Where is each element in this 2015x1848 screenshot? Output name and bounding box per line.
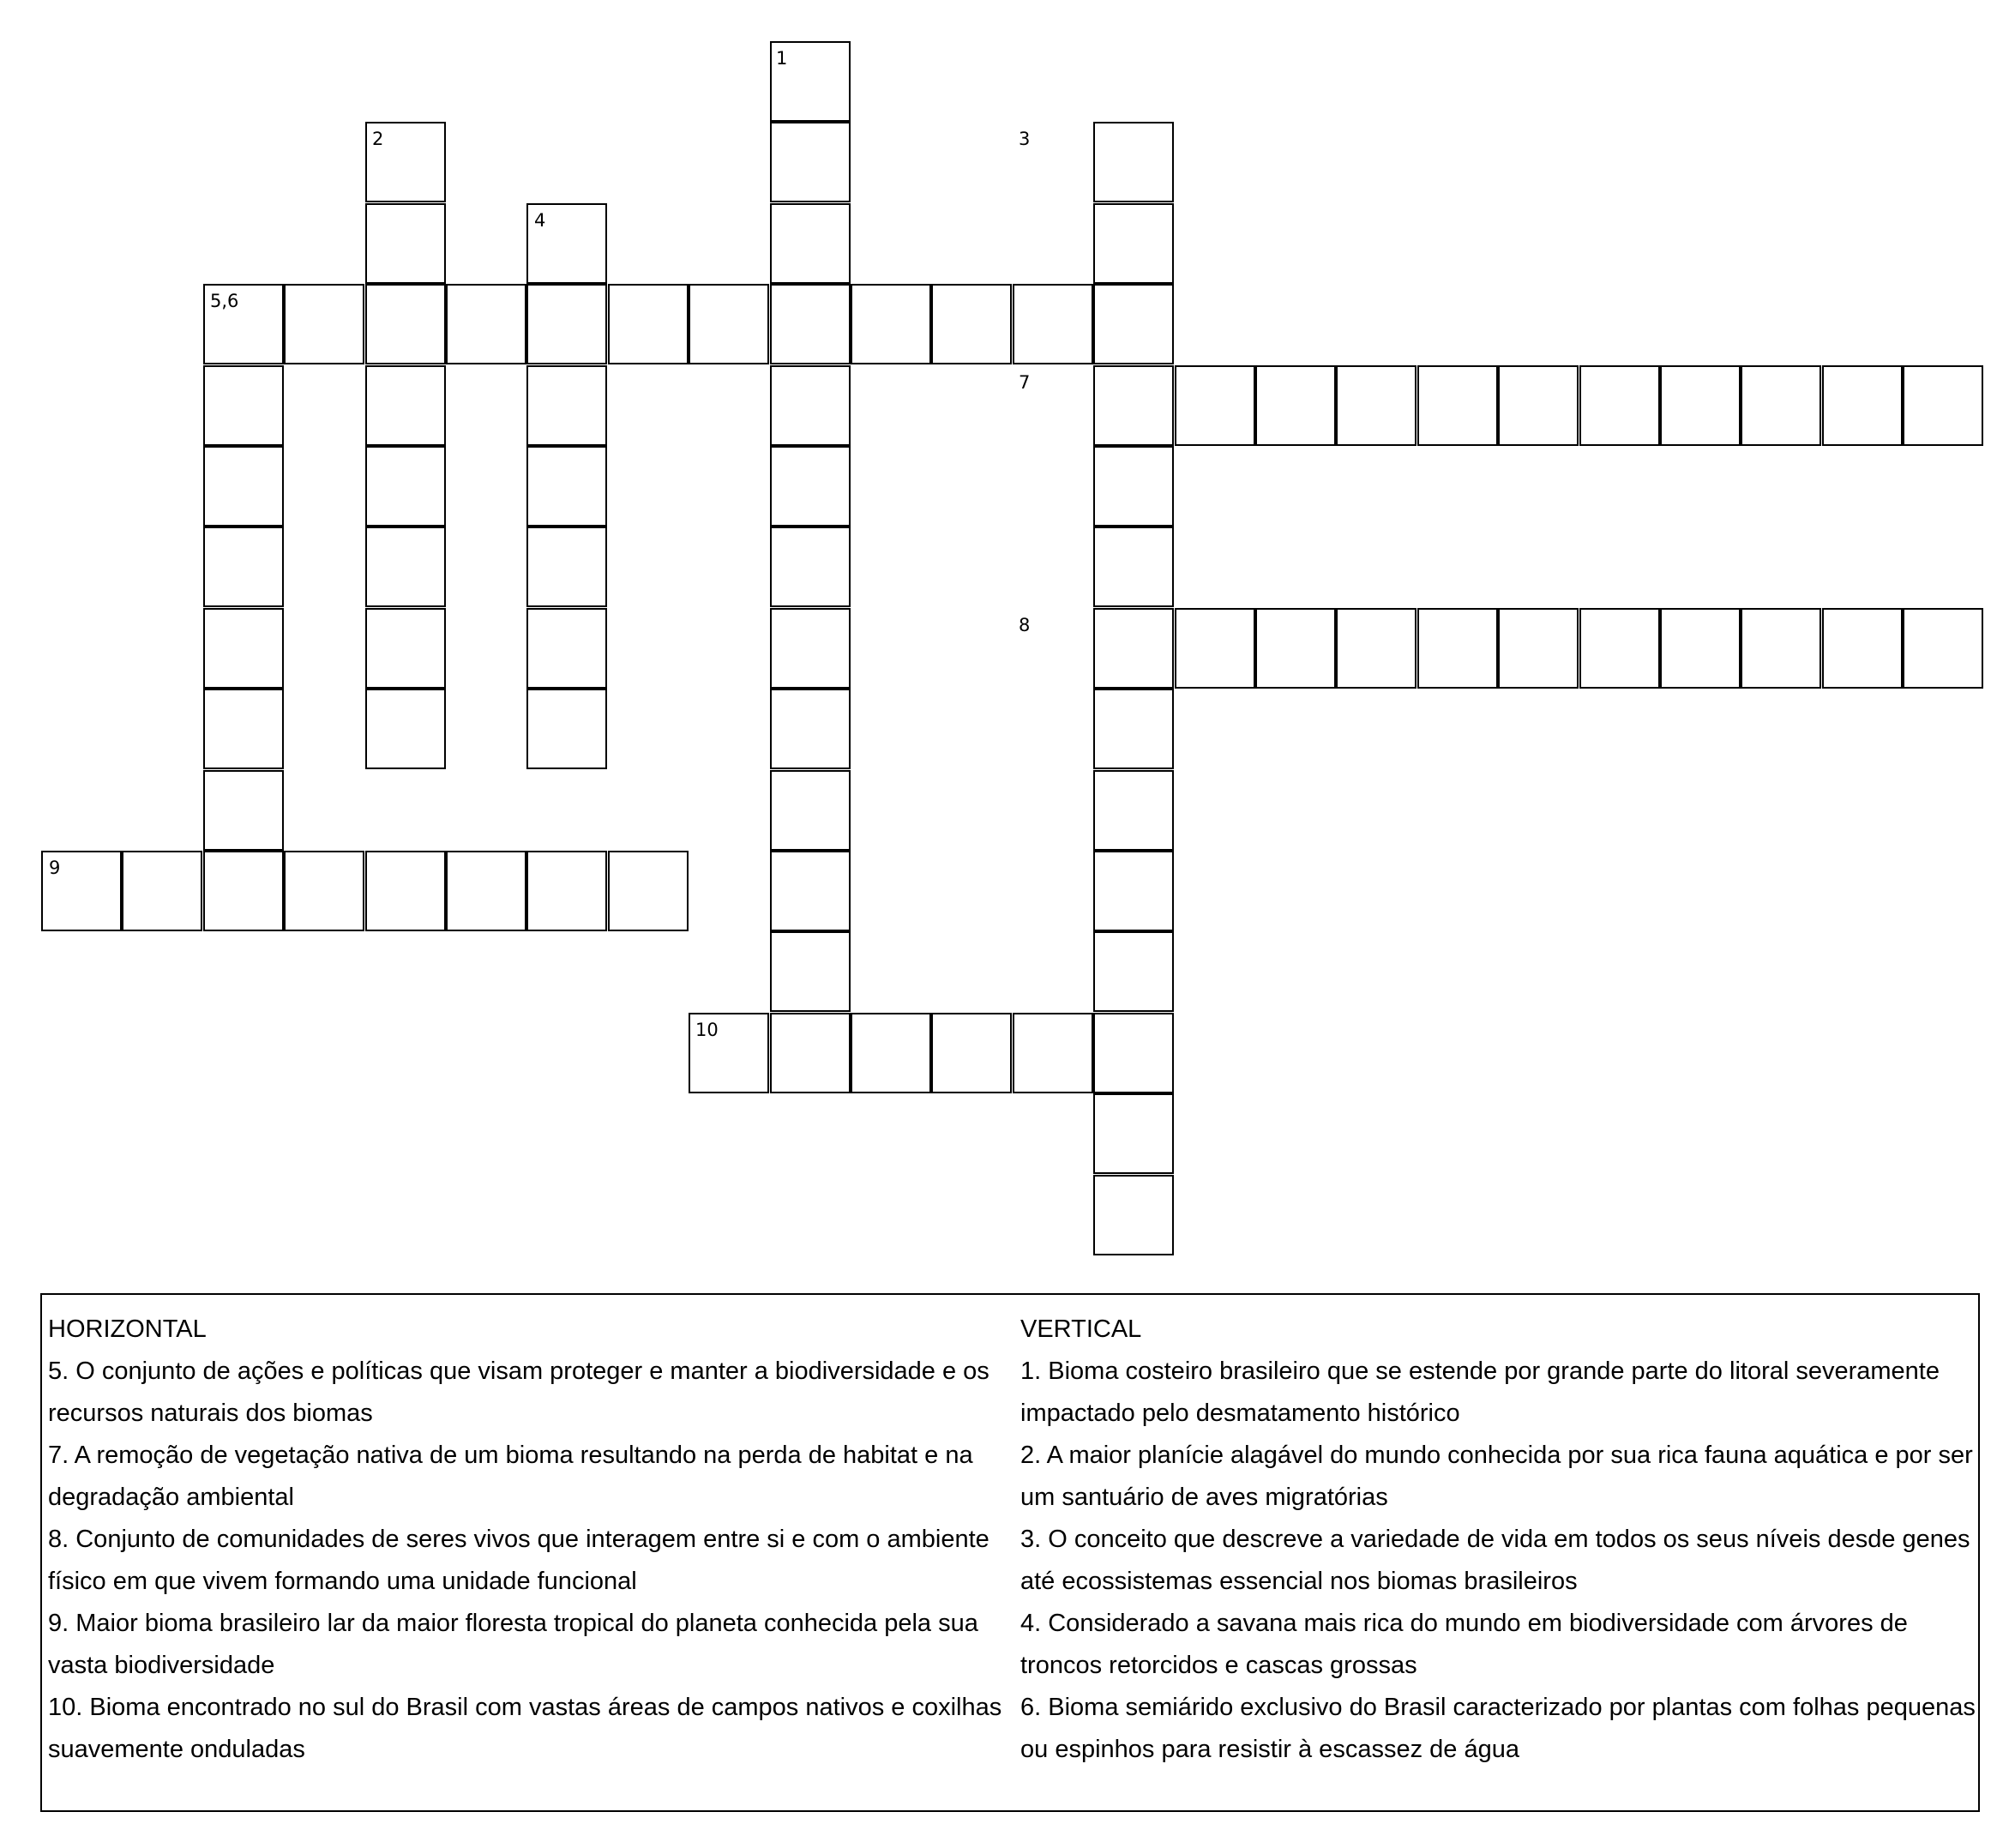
grid-cell-input[interactable] bbox=[852, 1014, 929, 1092]
grid-cell[interactable] bbox=[770, 446, 851, 527]
grid-cell-input[interactable] bbox=[1419, 610, 1496, 687]
grid-cell-input[interactable] bbox=[367, 690, 444, 767]
grid-cell-input[interactable] bbox=[1257, 367, 1334, 444]
clue-horizontal-10: 10. Bioma encontrado no sul do Brasil com vastas áreas de campos nativos e coxilhas suavemente onduladas bbox=[48, 1694, 1002, 1763]
grid-cell[interactable] bbox=[526, 203, 607, 284]
grid-cell-input[interactable] bbox=[205, 528, 282, 605]
grid-cell[interactable] bbox=[1255, 608, 1336, 689]
grid-cell-input[interactable] bbox=[933, 286, 1010, 363]
grid-cell[interactable] bbox=[203, 608, 284, 689]
grid-cell-input[interactable] bbox=[528, 286, 605, 363]
grid-cell[interactable] bbox=[446, 284, 526, 364]
grid-cell[interactable] bbox=[770, 527, 851, 607]
grid-cell[interactable] bbox=[203, 527, 284, 607]
grid-cell-input[interactable] bbox=[528, 610, 605, 687]
grid-cell[interactable] bbox=[446, 851, 526, 931]
grid-cell-input[interactable] bbox=[690, 1014, 767, 1092]
grid-cell[interactable] bbox=[1093, 770, 1174, 851]
grid-cell-input[interactable] bbox=[205, 367, 282, 444]
grid-cell[interactable] bbox=[1093, 203, 1174, 284]
grid-cell[interactable] bbox=[526, 851, 607, 931]
grid-cell-input[interactable] bbox=[772, 528, 849, 605]
grid-cell[interactable] bbox=[203, 365, 284, 446]
grid-cell[interactable] bbox=[1093, 527, 1174, 607]
grid-cell[interactable] bbox=[770, 1013, 851, 1093]
grid-cell-input[interactable] bbox=[1095, 205, 1172, 282]
grid-cell[interactable] bbox=[1822, 365, 1903, 446]
grid-cell-input[interactable] bbox=[367, 205, 444, 282]
grid-cell[interactable] bbox=[1093, 446, 1174, 527]
grid-cell-input[interactable] bbox=[528, 690, 605, 767]
grid-cell-input[interactable] bbox=[1095, 1014, 1172, 1092]
grid-cell-input[interactable] bbox=[1095, 933, 1172, 1010]
vertical-clues bbox=[1020, 1309, 1976, 1771]
grid-cell[interactable] bbox=[526, 365, 607, 446]
clue-horizontal-8: 8. Conjunto de comunidades de seres vivos que interagem entre si e com o ambiente físico em que vivem formando uma unidade funcional bbox=[48, 1526, 989, 1595]
clues-box bbox=[40, 1293, 1980, 1812]
grid-cell[interactable] bbox=[770, 365, 851, 446]
grid-cell[interactable] bbox=[770, 122, 851, 202]
grid-cell[interactable] bbox=[770, 284, 851, 364]
grid-cell[interactable] bbox=[1336, 608, 1417, 689]
grid-cell[interactable] bbox=[1093, 851, 1174, 931]
grid-cell-input[interactable] bbox=[205, 852, 282, 930]
grid-cell-input[interactable] bbox=[1904, 610, 1982, 687]
grid-cell-input[interactable] bbox=[205, 448, 282, 525]
grid-cell[interactable] bbox=[1660, 365, 1741, 446]
grid-cell-input[interactable] bbox=[1338, 610, 1415, 687]
grid-cell[interactable] bbox=[689, 284, 769, 364]
grid-cell-input[interactable] bbox=[1095, 528, 1172, 605]
grid-cell-input[interactable] bbox=[772, 448, 849, 525]
clue-number-8: 8 bbox=[1019, 615, 1031, 635]
grid-cell[interactable] bbox=[931, 1013, 1012, 1093]
grid-cell[interactable] bbox=[770, 931, 851, 1012]
grid-cell-input[interactable] bbox=[1095, 1177, 1172, 1254]
grid-cell-input[interactable] bbox=[1095, 367, 1172, 444]
grid-cell[interactable] bbox=[770, 41, 851, 122]
grid-cell[interactable] bbox=[1579, 365, 1660, 446]
grid-cell[interactable] bbox=[526, 446, 607, 527]
grid-cell[interactable] bbox=[1417, 365, 1498, 446]
grid-cell-input[interactable] bbox=[367, 367, 444, 444]
grid-cell[interactable] bbox=[526, 284, 607, 364]
grid-cell[interactable] bbox=[1093, 1175, 1174, 1255]
grid-cell[interactable] bbox=[1175, 365, 1255, 446]
grid-cell-input[interactable] bbox=[367, 528, 444, 605]
grid-cell-input[interactable] bbox=[1419, 367, 1496, 444]
grid-cell-input[interactable] bbox=[1662, 610, 1739, 687]
grid-cell-input[interactable] bbox=[1095, 610, 1172, 687]
grid-cell-input[interactable] bbox=[1176, 367, 1254, 444]
grid-cell[interactable] bbox=[203, 770, 284, 851]
grid-cell-input[interactable] bbox=[367, 123, 444, 201]
grid-cell-input[interactable] bbox=[286, 852, 363, 930]
grid-cell[interactable] bbox=[203, 446, 284, 527]
grid-cell-input[interactable] bbox=[1095, 852, 1172, 930]
grid-cell[interactable] bbox=[1579, 608, 1660, 689]
grid-cell-input[interactable] bbox=[205, 286, 282, 363]
grid-cell-input[interactable] bbox=[772, 772, 849, 849]
grid-cell[interactable] bbox=[526, 608, 607, 689]
horizontal-title: HORIZONTAL bbox=[48, 1315, 207, 1343]
grid-cell[interactable] bbox=[365, 203, 446, 284]
grid-cell-input[interactable] bbox=[1095, 286, 1172, 363]
grid-cell-input[interactable] bbox=[1904, 367, 1982, 444]
grid-cell-input[interactable] bbox=[772, 123, 849, 201]
grid-cell-input[interactable] bbox=[852, 286, 929, 363]
clue-number-5-6: 5,6 bbox=[210, 291, 239, 311]
grid-cell-input[interactable] bbox=[1581, 610, 1658, 687]
vertical-title: VERTICAL bbox=[1020, 1315, 1142, 1343]
horizontal-clues bbox=[48, 1309, 1021, 1771]
grid-cell-input[interactable] bbox=[772, 1014, 849, 1092]
grid-cell-input[interactable] bbox=[1095, 448, 1172, 525]
grid-cell[interactable] bbox=[770, 770, 851, 851]
grid-cell[interactable] bbox=[770, 851, 851, 931]
grid-cell-input[interactable] bbox=[772, 690, 849, 767]
grid-cell-input[interactable] bbox=[1014, 1014, 1092, 1092]
grid-cell-input[interactable] bbox=[528, 205, 605, 282]
grid-cell[interactable] bbox=[1013, 1013, 1093, 1093]
grid-cell[interactable] bbox=[851, 284, 931, 364]
grid-cell-input[interactable] bbox=[772, 205, 849, 282]
clue-horizontal-7: 7. A remoção de vegetação nativa de um bioma resultando na perda de habitat e na degradação ambiental bbox=[48, 1442, 973, 1511]
grid-cell[interactable] bbox=[770, 203, 851, 284]
clue-vertical-6: 6. Bioma semiárido exclusivo do Brasil caracterizado por plantas com folhas pequenas ou espinhos para resistir à escassez de água bbox=[1020, 1694, 1976, 1763]
grid-cell[interactable] bbox=[365, 284, 446, 364]
grid-cell[interactable] bbox=[365, 527, 446, 607]
grid-cell-input[interactable] bbox=[1095, 690, 1172, 767]
grid-cell[interactable] bbox=[1822, 608, 1903, 689]
clue-vertical-4: 4. Considerado a savana mais rica do mundo em biodiversidade com árvores de troncos retorcidos e cascas grossas bbox=[1020, 1610, 1908, 1679]
grid-cell[interactable] bbox=[1660, 608, 1741, 689]
grid-cell-input[interactable] bbox=[205, 610, 282, 687]
grid-cell-input[interactable] bbox=[528, 367, 605, 444]
grid-cell[interactable] bbox=[41, 851, 122, 931]
grid-cell[interactable] bbox=[1093, 931, 1174, 1012]
grid-cell[interactable] bbox=[851, 1013, 931, 1093]
grid-cell-input[interactable] bbox=[205, 690, 282, 767]
grid-cell[interactable] bbox=[365, 851, 446, 931]
clue-vertical-3: 3. O conceito que descreve a variedade de vida em todos os seus níveis desde genes até ecossistemas essencial nos biomas brasileiros bbox=[1020, 1526, 1970, 1595]
grid-cell-input[interactable] bbox=[1824, 367, 1901, 444]
grid-cell-input[interactable] bbox=[690, 286, 767, 363]
grid-cell[interactable] bbox=[1741, 365, 1821, 446]
grid-cell-input[interactable] bbox=[772, 43, 849, 120]
grid-cell-input[interactable] bbox=[367, 448, 444, 525]
grid-cell-input[interactable] bbox=[367, 286, 444, 363]
grid-cell-input[interactable] bbox=[772, 286, 849, 363]
grid-cell-input[interactable] bbox=[772, 933, 849, 1010]
grid-cell[interactable] bbox=[1093, 122, 1174, 202]
clue-number-9: 9 bbox=[49, 858, 61, 878]
grid-cell[interactable] bbox=[526, 527, 607, 607]
clue-number-2: 2 bbox=[372, 129, 384, 149]
grid-cell[interactable] bbox=[365, 608, 446, 689]
clue-horizontal-9: 9. Maior bioma brasileiro lar da maior floresta tropical do planeta conhecida pela sua vasta biodiversidade bbox=[48, 1610, 978, 1679]
grid-cell[interactable] bbox=[1175, 608, 1255, 689]
grid-cell[interactable] bbox=[122, 851, 202, 931]
grid-cell[interactable] bbox=[1903, 608, 1983, 689]
grid-cell-input[interactable] bbox=[43, 852, 120, 930]
clue-number-7: 7 bbox=[1019, 372, 1031, 393]
grid-cell[interactable] bbox=[365, 689, 446, 769]
grid-cell[interactable] bbox=[526, 689, 607, 769]
grid-cell-input[interactable] bbox=[610, 286, 687, 363]
grid-cell[interactable] bbox=[1093, 284, 1174, 364]
grid-cell-input[interactable] bbox=[205, 772, 282, 849]
grid-cell[interactable] bbox=[1093, 1093, 1174, 1174]
grid-cell[interactable] bbox=[1903, 365, 1983, 446]
grid-cell-input[interactable] bbox=[448, 852, 525, 930]
grid-cell[interactable] bbox=[203, 851, 284, 931]
grid-cell-input[interactable] bbox=[528, 852, 605, 930]
grid-cell[interactable] bbox=[689, 1013, 769, 1093]
grid-cell-input[interactable] bbox=[123, 852, 201, 930]
clue-number-3: 3 bbox=[1019, 129, 1031, 149]
grid-cell-input[interactable] bbox=[1824, 610, 1901, 687]
grid-cell-input[interactable] bbox=[1338, 367, 1415, 444]
grid-cell-input[interactable] bbox=[1176, 610, 1254, 687]
grid-cell-input[interactable] bbox=[367, 610, 444, 687]
clue-horizontal-5: 5. O conjunto de ações e políticas que visam proteger e manter a biodiversidade e os recursos naturais dos biomas bbox=[48, 1357, 989, 1427]
grid-cell-input[interactable] bbox=[1257, 610, 1334, 687]
grid-cell-input[interactable] bbox=[1662, 367, 1739, 444]
grid-cell-input[interactable] bbox=[1500, 610, 1577, 687]
grid-cell[interactable] bbox=[1093, 608, 1174, 689]
grid-cell-input[interactable] bbox=[1581, 367, 1658, 444]
grid-cell-input[interactable] bbox=[1500, 367, 1577, 444]
clue-number-10: 10 bbox=[695, 1020, 719, 1040]
grid-cell[interactable] bbox=[770, 689, 851, 769]
grid-cell-input[interactable] bbox=[933, 1014, 1010, 1092]
grid-cell[interactable] bbox=[365, 446, 446, 527]
grid-cell-input[interactable] bbox=[1095, 1095, 1172, 1172]
grid-cell-input[interactable] bbox=[1095, 123, 1172, 201]
grid-cell-input[interactable] bbox=[772, 852, 849, 930]
grid-cell-input[interactable] bbox=[1742, 610, 1820, 687]
clue-number-1: 1 bbox=[776, 48, 788, 69]
grid-cell[interactable] bbox=[1741, 608, 1821, 689]
clue-number-4: 4 bbox=[534, 210, 546, 231]
grid-cell[interactable] bbox=[365, 122, 446, 202]
grid-cell[interactable] bbox=[1093, 689, 1174, 769]
grid-cell-input[interactable] bbox=[448, 286, 525, 363]
clue-vertical-1: 1. Bioma costeiro brasileiro que se estende por grande parte do litoral severamente impactado pelo desmatamento histórico bbox=[1020, 1357, 1940, 1427]
grid-cell-input[interactable] bbox=[1095, 772, 1172, 849]
grid-cell[interactable] bbox=[284, 851, 364, 931]
clue-vertical-2: 2. A maior planície alagável do mundo conhecida por sua rica fauna aquática e por ser um santuário de aves migratórias bbox=[1020, 1442, 1973, 1511]
grid-cell[interactable] bbox=[770, 608, 851, 689]
grid-cell-input[interactable] bbox=[528, 448, 605, 525]
grid-cell[interactable] bbox=[1093, 365, 1174, 446]
grid-cell[interactable] bbox=[1498, 365, 1579, 446]
grid-cell-input[interactable] bbox=[1742, 367, 1820, 444]
grid-cell-input[interactable] bbox=[1014, 286, 1092, 363]
grid-cell[interactable] bbox=[608, 284, 689, 364]
grid-cell-input[interactable] bbox=[286, 286, 363, 363]
grid-cell[interactable] bbox=[1255, 365, 1336, 446]
grid-cell[interactable] bbox=[1498, 608, 1579, 689]
grid-cell[interactable] bbox=[931, 284, 1012, 364]
grid-cell-input[interactable] bbox=[528, 528, 605, 605]
grid-cell-input[interactable] bbox=[367, 852, 444, 930]
grid-cell[interactable] bbox=[1093, 1013, 1174, 1093]
grid-cell-input[interactable] bbox=[772, 367, 849, 444]
grid-cell[interactable] bbox=[203, 689, 284, 769]
grid-cell[interactable] bbox=[608, 851, 689, 931]
grid-cell[interactable] bbox=[365, 365, 446, 446]
grid-cell[interactable] bbox=[1336, 365, 1417, 446]
grid-cell-input[interactable] bbox=[772, 610, 849, 687]
grid-cell[interactable] bbox=[1417, 608, 1498, 689]
grid-cell-input[interactable] bbox=[610, 852, 687, 930]
grid-cell[interactable] bbox=[1013, 284, 1093, 364]
grid-cell[interactable] bbox=[203, 284, 284, 364]
grid-cell[interactable] bbox=[284, 284, 364, 364]
